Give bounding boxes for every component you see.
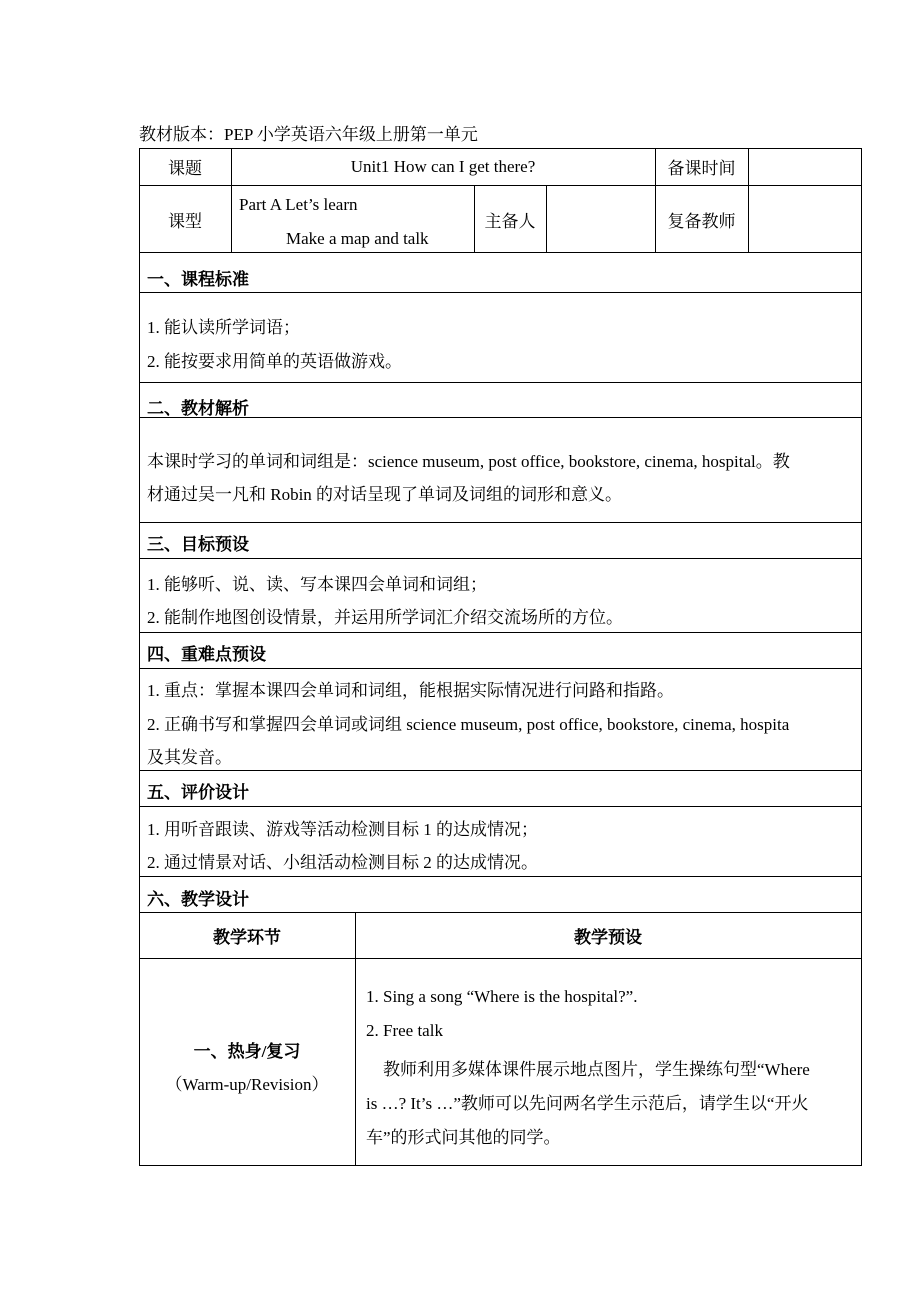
section-2-line: 本课时学习的单词和词组是：science museum, post office, bookstore, cinema, hospital。教 [147,452,790,471]
section-1-line: 1. 能认读所学词语； [147,318,300,337]
prep-time-label: 备课时间 [667,159,736,178]
stage-name: 一、热身/复习 [193,1041,301,1061]
section-6-title: 六、教学设计 [147,890,249,909]
section-3-line: 2. 能制作地图创设情景，并运用所学词汇介绍交流场所的方位。 [147,608,623,627]
edition-label: 教材版本：PEP 小学英语六年级上册第一单元 [139,125,478,144]
plan-line: 1. Sing a song “Where is the hospital?”. [366,987,638,1006]
co-teacher-value [748,185,861,253]
stage-name-en: （Warm-up/Revision） [165,1074,329,1094]
section-5-line: 2. 通过情景对话、小组活动检测目标 2 的达成情况。 [147,853,538,872]
section-1-title: 一、课程标准 [147,270,249,289]
section-3-line: 1. 能够听、说、读、写本课四会单词和词组； [147,575,487,594]
sections-table [139,252,862,1166]
co-teacher-label: 复备教师 [667,211,736,231]
section-4-line: 及其发音。 [147,748,232,767]
section-5-title: 五、评价设计 [147,783,249,802]
topic-value: Unit1 How can I get there? [350,156,536,176]
plan-line: 2. Free talk [366,1021,443,1040]
section-2-title: 二、教材解析 [147,399,249,418]
col-header-stage: 教学环节 [213,927,281,947]
lead-preparer-label: 主备人 [484,211,536,231]
prep-time-value [748,148,861,185]
plan-line: is …? It’s …”教师可以先问两名学生示范后，请学生以“开火 [366,1094,809,1113]
plan-line: 教师利用多媒体课件展示地点图片，学生操练句型“Where [366,1060,810,1079]
section-4-title: 四、重难点预设 [147,645,266,664]
type-label: 课型 [168,211,202,231]
plan-line: 车”的形式问其他的同学。 [366,1128,561,1147]
section-3-title: 三、目标预设 [147,535,249,554]
section-5-line: 1. 用听音跟读、游戏等活动检测目标 1 的达成情况； [147,820,538,839]
section-4-line: 2. 正确书写和掌握四会单词或词组 science museum, post office, bookstore, cinema, hospita [147,715,790,734]
type-value-line1: Part A Let’s learn [239,195,358,214]
section-2-line: 材通过吴一凡和 Robin 的对话呈现了单词及词组的词形和意义。 [147,485,623,504]
lead-preparer-value [546,185,655,253]
topic-label: 课题 [168,159,202,178]
section-1-line: 2. 能按要求用简单的英语做游戏。 [147,352,402,371]
col-header-plan: 教学预设 [574,927,642,947]
type-value-line2: Make a map and talk [286,229,429,248]
section-4-line: 1. 重点：掌握本课四会单词和词组，能根据实际情况进行问路和指路。 [147,681,674,700]
